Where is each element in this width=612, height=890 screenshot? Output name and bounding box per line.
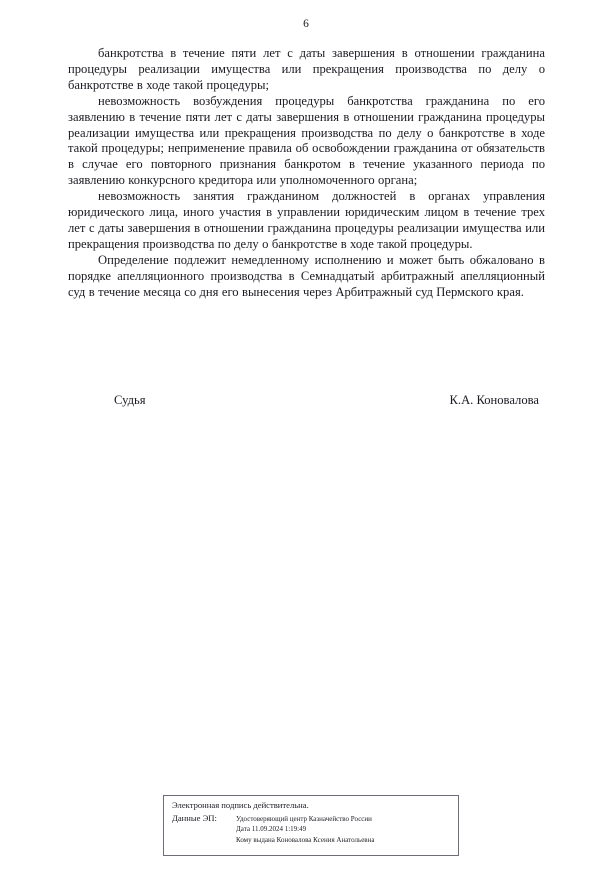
signature-role: Судья — [114, 393, 146, 407]
signature-block — [68, 392, 545, 408]
page-number: 6 — [303, 18, 309, 30]
paragraph-1: банкротства в течение пяти лет с даты завершения в отношении гражданина процедуры реализации имущества или прекращения производства по делу о банкротстве в ходе такой процедуры; — [68, 46, 545, 92]
electronic-signature-stamp — [163, 795, 459, 856]
esign-issued-to: Кому выдана Коновалова Ксения Анатольевна — [236, 835, 375, 844]
document-body — [68, 46, 545, 301]
esign-date: Дата 11.09.2024 1:19:49 — [236, 825, 307, 834]
paragraph-3: невозможность занятия гражданином должностей в органах управления юридического лица, иного участия в управлении юридическим лицом в течение трех лет с даты завершения в отношении гражданина процедуры реализации имущества или прекращения производства по делу о банкротстве в ходе такой процедуры. — [68, 189, 545, 251]
paragraph-2: невозможность возбуждения процедуры банкротства гражданина по его заявлению в течение пяти лет с даты завершения в отношении гражданина процедуры реализации имущества или прекращения производства по делу о банкротстве в ходе такой процедуры; неприменение правила об освобождении гражданина от обязательств в случае его повторного признания банкротом в течение указанного периода по заявлению конкурсного кредитора или уполномоченного органа; — [68, 93, 545, 188]
esign-authority: Удостоверяющий центр Казначейство России — [236, 815, 372, 823]
signature-name: К.А. Коновалова — [449, 393, 539, 407]
esign-details — [236, 814, 454, 845]
paragraph-4: Определение подлежит немедленному исполнению и может быть обжаловано в порядке апелляционного производства в Семнадцатый арбитражный апелляционный суд в течение месяца со дня его вынесения через Арбитражный суд Пермского края. — [68, 252, 545, 299]
esign-data-label: Данные ЭП: — [172, 813, 217, 823]
esign-validity-text: Электронная подпись действительна. — [172, 800, 309, 810]
